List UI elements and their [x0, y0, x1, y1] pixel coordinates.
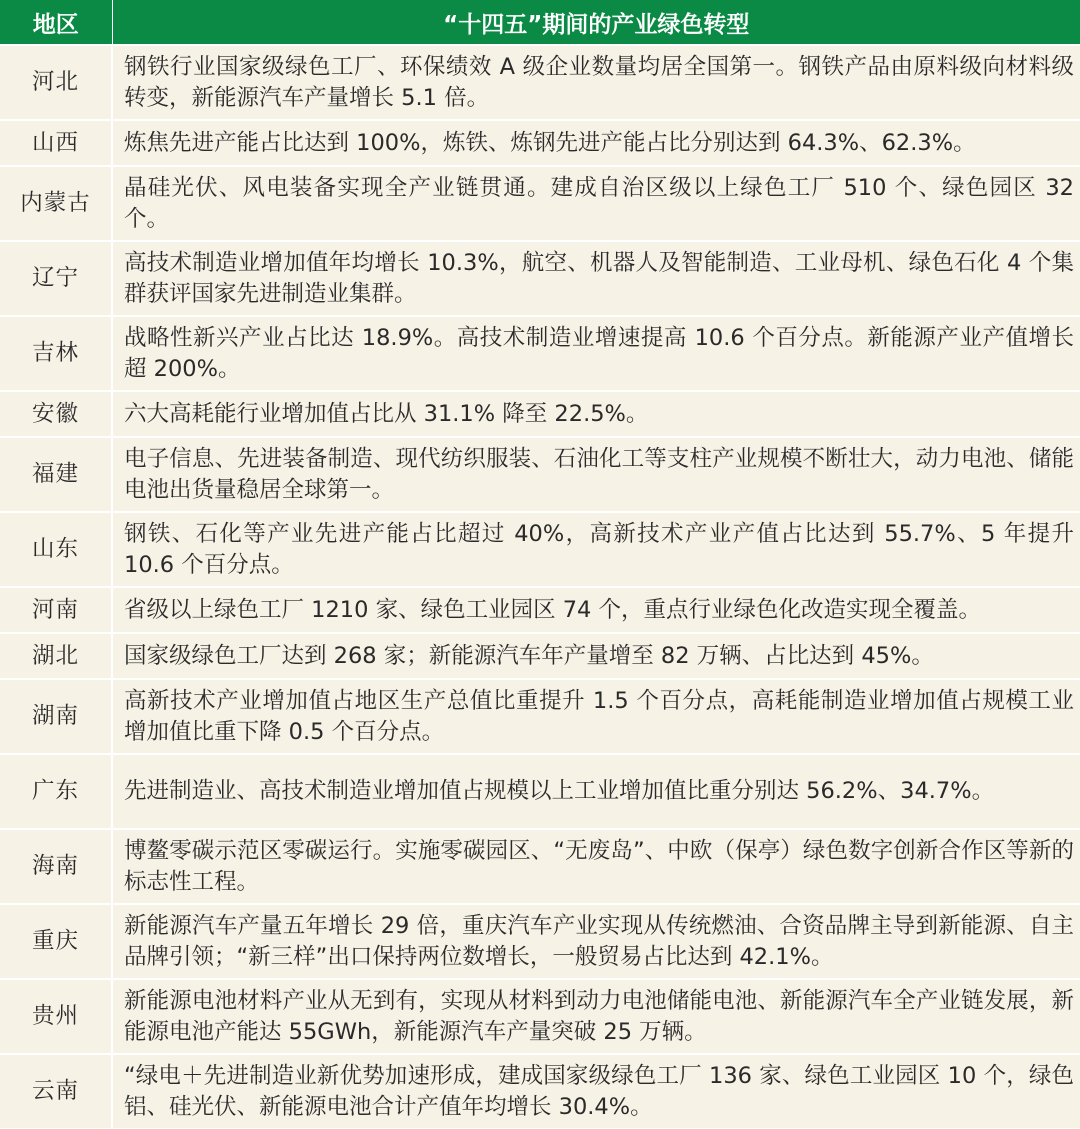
region-cell: 吉林: [0, 316, 112, 391]
region-column-header: 地区: [0, 0, 112, 45]
description-cell: 战略性新兴产业占比达 18.9%。高技术制造业增速提高 10.6 个百分点。新能源产业产值增长超 200%。: [112, 316, 1080, 391]
table-row: [0, 512, 1080, 587]
region-cell: 河南: [0, 587, 112, 633]
table-row: [0, 437, 1080, 512]
table-row: [0, 633, 1080, 679]
region-cell: 海南: [0, 829, 112, 904]
table-row: [0, 391, 1080, 437]
region-cell: 山东: [0, 512, 112, 587]
table-row: [0, 587, 1080, 633]
table-row: [0, 829, 1080, 904]
table-row: [0, 241, 1080, 316]
header-row: [0, 0, 1080, 45]
table-header: [0, 0, 1080, 45]
region-cell: 贵州: [0, 979, 112, 1054]
description-cell: 先进制造业、高技术制造业增加值占规模以上工业增加值比重分别达 56.2%、34.7%。: [112, 754, 1080, 829]
region-cell: 辽宁: [0, 241, 112, 316]
table-row: [0, 166, 1080, 241]
description-cell: 高新技术产业增加值占地区生产总值比重提升 1.5 个百分点，高耗能制造业增加值占规模工业增加值比重下降 0.5 个百分点。: [112, 679, 1080, 754]
description-cell: 电子信息、先进装备制造、现代纺织服装、石油化工等支柱产业规模不断壮大，动力电池、储能电池出货量稳居全球第一。: [112, 437, 1080, 512]
region-cell: 安徽: [0, 391, 112, 437]
table-row: [0, 679, 1080, 754]
description-cell: 国家级绿色工厂达到 268 家；新能源汽车年产量增至 82 万辆、占比达到 45%。: [112, 633, 1080, 679]
region-cell: 湖北: [0, 633, 112, 679]
description-cell: 钢铁、石化等产业先进产能占比超过 40%，高新技术产业产值占比达到 55.7%、5 年提升 10.6 个百分点。: [112, 512, 1080, 587]
table-row: [0, 120, 1080, 166]
region-cell: 内蒙古: [0, 166, 112, 241]
region-cell: 福建: [0, 437, 112, 512]
description-cell: 高技术制造业增加值年均增长 10.3%，航空、机器人及智能制造、工业母机、绿色石化 4 个集群获评国家先进制造业集群。: [112, 241, 1080, 316]
region-cell: 湖南: [0, 679, 112, 754]
description-cell: 炼焦先进产能占比达到 100%，炼铁、炼钢先进产能占比分别达到 64.3%、62.3%。: [112, 120, 1080, 166]
table-row: [0, 754, 1080, 829]
description-cell: 省级以上绿色工厂 1210 家、绿色工业园区 74 个，重点行业绿色化改造实现全覆盖。: [112, 587, 1080, 633]
table-row: [0, 45, 1080, 120]
region-cell: 河北: [0, 45, 112, 120]
table-row: [0, 1054, 1080, 1128]
region-cell: 广东: [0, 754, 112, 829]
title-column-header: “十四五”期间的产业绿色转型: [112, 0, 1080, 45]
description-cell: 新能源汽车产量五年增长 29 倍，重庆汽车产业实现从传统燃油、合资品牌主导到新能源、自主品牌引领；“新三样”出口保持两位数增长，一般贸易占比达到 42.1%。: [112, 904, 1080, 979]
description-cell: 晶硅光伏、风电装备实现全产业链贯通。建成自治区级以上绿色工厂 510 个、绿色园区 32 个。: [112, 166, 1080, 241]
table-body: [0, 45, 1080, 1128]
table-row: [0, 979, 1080, 1054]
description-cell: 博鳌零碳示范区零碳运行。实施零碳园区、“无废岛”、中欧（保亭）绿色数字创新合作区等新的标志性工程。: [112, 829, 1080, 904]
description-cell: 钢铁行业国家级绿色工厂、环保绩效 A 级企业数量均居全国第一。钢铁产品由原料级向材料级转变，新能源汽车产量增长 5.1 倍。: [112, 45, 1080, 120]
region-cell: 云南: [0, 1054, 112, 1128]
description-cell: “绿电＋先进制造业新优势加速形成，建成国家级绿色工厂 136 家、绿色工业园区 10 个，绿色铝、硅光伏、新能源电池合计产值年均增长 30.4%。: [112, 1054, 1080, 1128]
table-row: [0, 316, 1080, 391]
region-cell: 重庆: [0, 904, 112, 979]
region-cell: 山西: [0, 120, 112, 166]
table-row: [0, 904, 1080, 979]
description-cell: 新能源电池材料产业从无到有，实现从材料到动力电池储能电池、新能源汽车全产业链发展，新能源电池产能达 55GWh，新能源汽车产量突破 25 万辆。: [112, 979, 1080, 1054]
description-cell: 六大高耗能行业增加值占比从 31.1% 降至 22.5%。: [112, 391, 1080, 437]
